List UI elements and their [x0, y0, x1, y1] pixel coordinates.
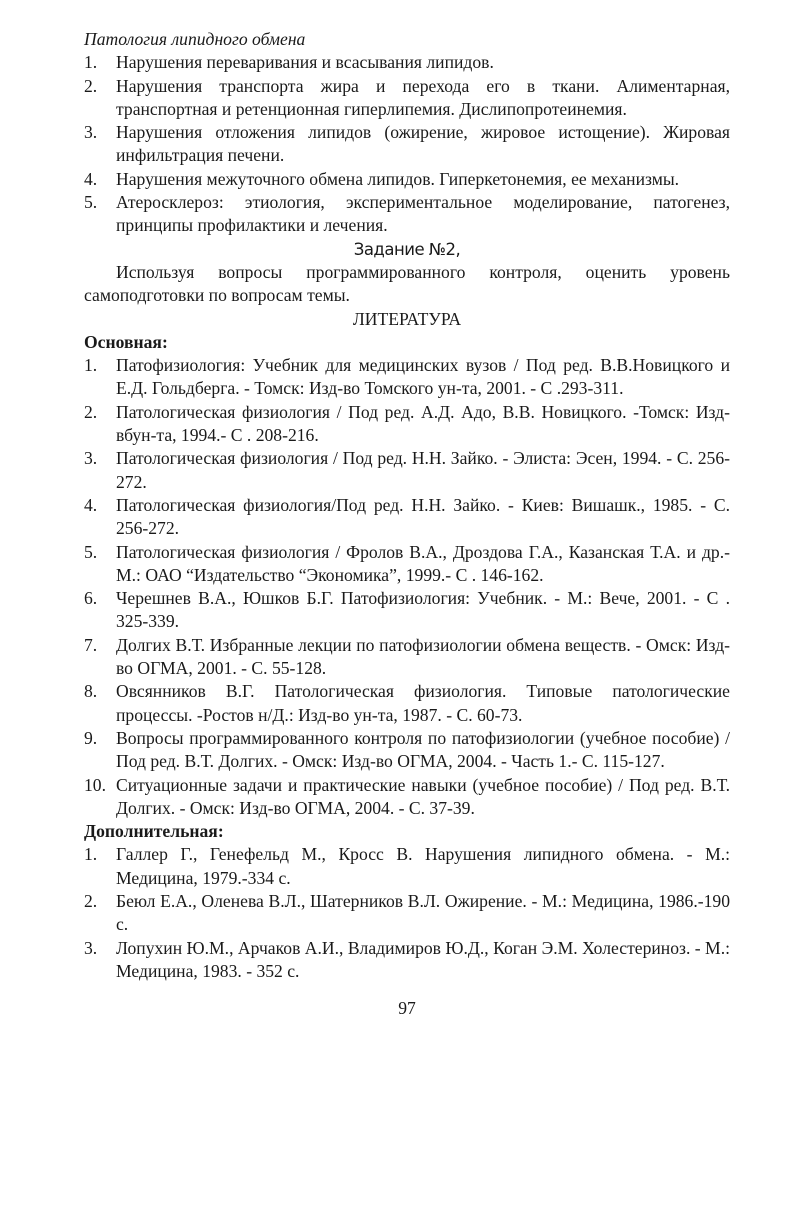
task-text: Используя вопросы программированного контроля, оценить уровень самоподготовки по вопросам темы. — [84, 261, 730, 306]
task-heading: Задание №2, — [353, 239, 461, 259]
item-text: Беюл Е.А., Оленева В.Л., Шатерников В.Л. Ожирение. - М.: Медицина, 1986.-190 с. — [116, 890, 730, 935]
page-number: 97 — [398, 998, 416, 1019]
item-number: 9. — [84, 727, 98, 748]
item-number: 3. — [84, 448, 98, 469]
reference-item — [84, 587, 730, 634]
item-number: 1. — [84, 844, 98, 865]
item-text: Нарушения переваривания и всасывания липидов. — [116, 52, 494, 73]
item-text: Атеросклероз: этиология, экспериментальное моделирование, патогенез, принципы профилактики и лечения. — [116, 192, 730, 236]
section-title: Патология липидного обмена — [84, 29, 306, 49]
item-text: Патологическая физиология / Фролов В.А., Дроздова Г.А., Казанская Т.А. и др.-М.: ОАО “Издательство “Экономика”, 1999.- С . 146-162. — [116, 541, 730, 585]
document-page — [84, 28, 730, 1020]
question-item — [84, 191, 730, 238]
additional-reference-list — [84, 843, 730, 983]
item-number: 8. — [84, 681, 98, 702]
reference-item — [84, 447, 730, 494]
item-text: Патологическая физиология / Под ред. А.Д. Адо, В.В. Новицкого. -Томск: Изд-вбун-та, 1994.- С . 208-216. — [116, 401, 730, 446]
main-reference-list — [84, 354, 730, 820]
item-text: Галлер Г., Генефельд М., Кросс В. Нарушения липидного обмена. - М.: Медицина, 1979.-334 с. — [116, 844, 730, 888]
question-list — [84, 51, 730, 237]
reference-item — [84, 634, 730, 681]
main-literature-heading: Основная: — [84, 331, 168, 352]
reference-item — [84, 937, 730, 984]
item-text: Лопухин Ю.М., Арчаков А.И., Владимиров Ю.Д., Коган Э.М. Холестериноз. - М.: Медицина, 1983. - 352 с. — [116, 937, 730, 981]
reference-item — [84, 680, 730, 727]
additional-literature-heading: Дополнительная: — [84, 821, 224, 842]
item-number: 3. — [84, 937, 98, 958]
item-number: 2. — [84, 401, 98, 422]
item-number: 5. — [84, 541, 98, 562]
item-text: Долгих В.Т. Избранные лекции по патофизиологии обмена веществ. - Омск: Изд-во ОГМА, 2001. - С. 55-128. — [116, 634, 730, 679]
item-text: Патологическая физиология / Под ред. Н.Н. Зайко. - Элиста: Эсен, 1994. - С. 256-272. — [116, 448, 730, 492]
item-number: 2. — [84, 890, 98, 911]
item-text: Нарушения транспорта жира и перехода его в ткани. Алиментарная, транспортная и ретенционная гиперлипемия. Дислипопротеинемия. — [116, 75, 730, 119]
reference-item — [84, 727, 730, 774]
item-text: Овсянников В.Г. Патологическая физиология. Типовые патологические процессы. -Ростов н/Д.: Изд-во ун-та, 1987. - С. 60-73. — [116, 681, 730, 725]
item-number: 4. — [84, 168, 98, 189]
item-number: 1. — [84, 355, 98, 376]
reference-item — [84, 774, 730, 821]
item-text: Нарушения межуточного обмена липидов. Гиперкетонемия, ее механизмы. — [116, 168, 680, 189]
item-text: Черешнев В.А., Юшков Б.Г. Патофизиология: Учебник. - М.: Вече, 2001. - С . 325-339. — [116, 588, 730, 632]
item-number: 6. — [84, 588, 98, 609]
item-text: Ситуационные задачи и практические навыки (учебное пособие) / Под ред. В.Т. Долгих. - Омск: Изд-во ОГМА, 2004. - С. 37-39. — [116, 774, 730, 818]
item-number: 5. — [84, 192, 98, 213]
reference-item — [84, 541, 730, 588]
item-text: Патологическая физиология/Под ред. Н.Н. Зайко. - Киев: Вишашк., 1985. - С. 256-272. — [116, 494, 730, 539]
reference-item — [84, 494, 730, 541]
item-number: 7. — [84, 634, 98, 655]
question-item — [84, 51, 730, 74]
literature-heading: ЛИТЕРАТУРА — [352, 308, 462, 329]
item-number: 4. — [84, 494, 98, 515]
reference-item — [84, 354, 730, 401]
question-item — [84, 75, 730, 122]
item-text: Нарушения отложения липидов (ожирение, жировое истощение). Жировая инфильтрация печени. — [116, 122, 730, 166]
item-number: 3. — [84, 122, 98, 143]
item-number: 1. — [84, 52, 98, 73]
item-number: 2. — [84, 75, 98, 96]
reference-item — [84, 843, 730, 890]
question-item — [84, 121, 730, 168]
reference-item — [84, 401, 730, 448]
item-text: Патофизиология: Учебник для медицинских вузов / Под ред. В.В.Новицкого и Е.Д. Гольдберга. - Томск: Изд-во Томского ун-та, 2001. - С .293-311. — [116, 355, 730, 399]
reference-item — [84, 890, 730, 937]
item-text: Вопросы программированного контроля по патофизиологии (учебное пособие) / Под ред. В.Т. Долгих. - Омск: Изд-во ОГМА, 2004. - Часть 1.- С. 115-127. — [116, 727, 730, 772]
item-number: 10. — [84, 774, 106, 795]
question-item — [84, 168, 730, 191]
